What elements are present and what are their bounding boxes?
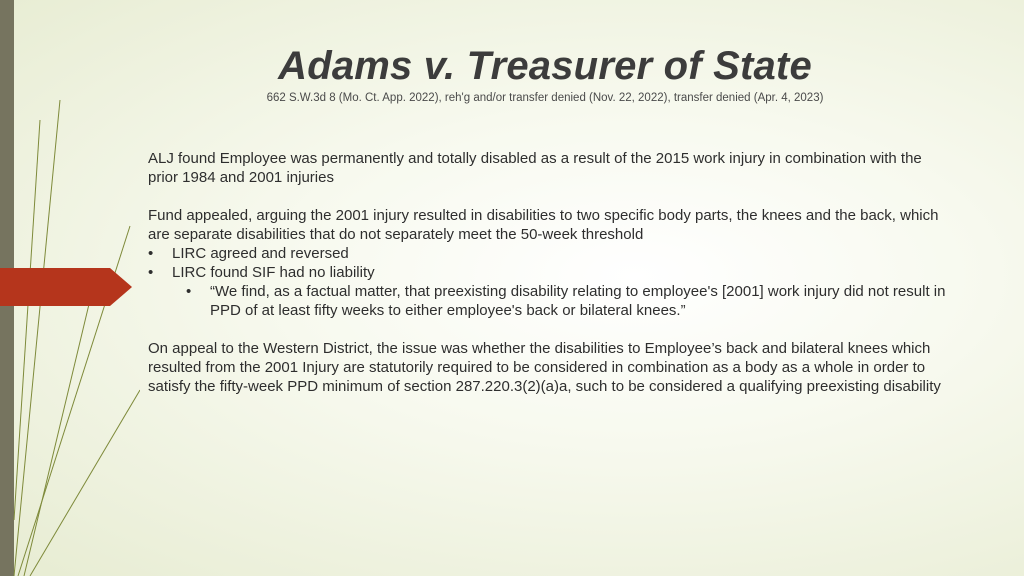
paragraph-fund-appeal: Fund appealed, arguing the 2001 injury resulted in disabilities to two specific body parts, the knees and the back, which are separate disabilities that do not separately meet the 50-week threshold — [148, 207, 939, 243]
bullet-marker: • — [186, 283, 192, 300]
quote-text: “We find, as a factual matter, that preexisting disability relating to employee's [2001] work injury did not result in PPD of at least fifty weeks to either employee's back or bilateral knees.” — [210, 283, 946, 319]
list-item — [148, 263, 948, 282]
decor-line — [24, 300, 90, 576]
sub-bullet-list — [148, 282, 948, 320]
slide-body — [148, 149, 948, 396]
paragraph-alj-finding: ALJ found Employee was permanently and totally disabled as a result of the 2015 work injury in combination with the prior 1984 and 2001 injuries — [148, 150, 922, 186]
red-arrow-shape — [0, 268, 132, 306]
bullet-marker: • — [148, 245, 154, 262]
list-item — [148, 282, 948, 320]
bullet-text: LIRC found SIF had no liability — [172, 264, 375, 281]
list-item — [148, 244, 948, 263]
bullet-list — [148, 244, 948, 282]
decor-line — [14, 120, 40, 520]
bullet-text: LIRC agreed and reversed — [172, 245, 349, 262]
paragraph-western-district: On appeal to the Western District, the issue was whether the disabilities to Employee’s back and bilateral knees which resulted from the 2001 Injury are statutorily required to be considered in combination as a body as a whole in order to satisfy the fifty-week PPD minimum of section 287.220.3(2)(a)a, such to be considered a qualifying preexisting disability — [148, 340, 941, 395]
slide-title: Adams v. Treasurer of State — [278, 44, 812, 88]
bullet-marker: • — [148, 264, 154, 281]
case-citation: 662 S.W.3d 8 (Mo. Ct. App. 2022), reh'g and/or transfer denied (Nov. 22, 2022), transfer denied (Apr. 4, 2023) — [266, 92, 824, 104]
